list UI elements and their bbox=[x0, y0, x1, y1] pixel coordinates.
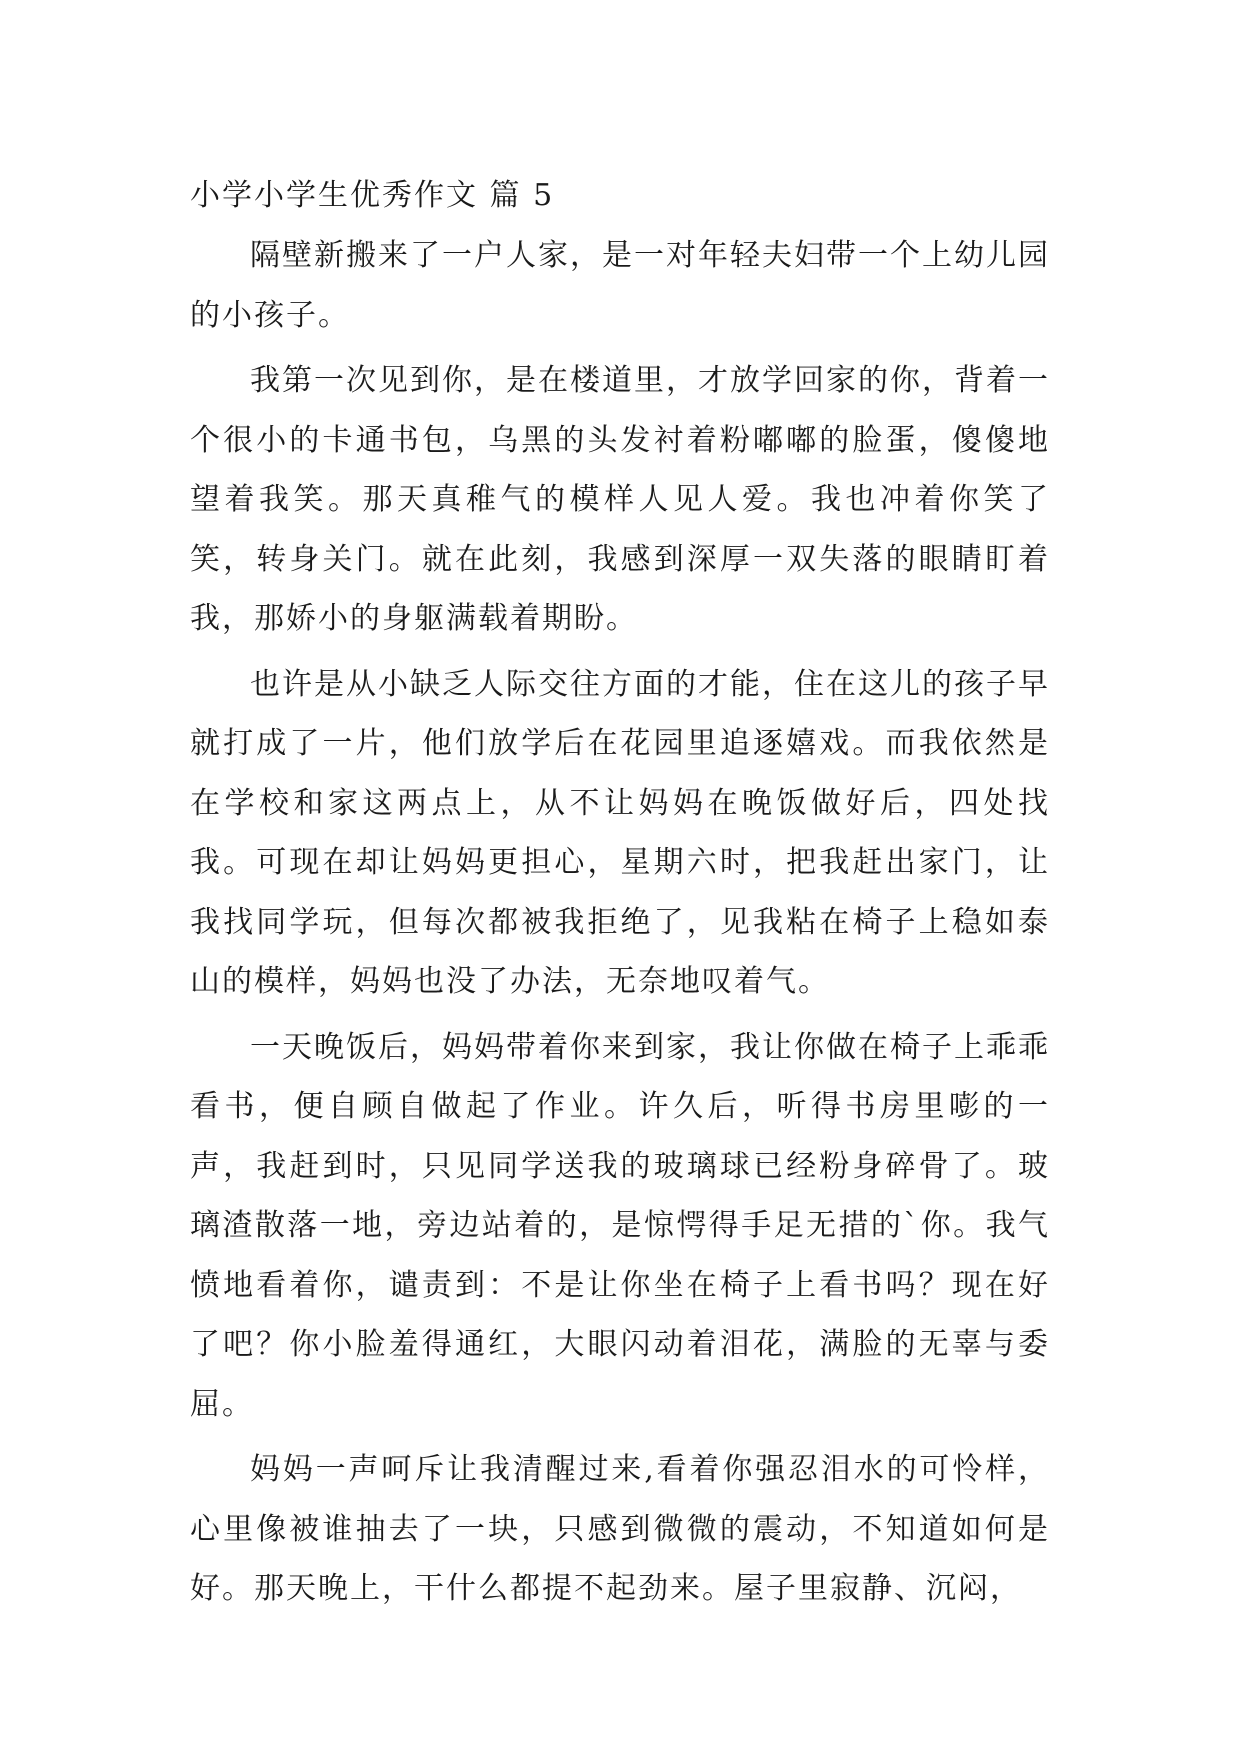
paragraph-3: 也许是从小缺乏人际交往方面的才能，住在这儿的孩子早就打成了一片，他们放学后在花园里追逐嬉戏。而我依然是在学校和家这两点上，从不让妈妈在晚饭做好后，四处找我。可现在却让妈妈更担心，星期六时，把我赶出家门，让我找同学玩，但每次都被我拒绝了，见我粘在椅子上稳如泰山的模样，妈妈也没了办法，无奈地叹着气。 bbox=[190, 666, 1050, 999]
paragraph-5: 妈妈一声呵斥让我清醒过来,看着你强忍泪水的可怜样，心里像被谁抽去了一块，只感到微微的震动，不知道如何是好。那天晚上，干什么都提不起劲来。屋子里寂静、沉闷， bbox=[190, 1452, 1050, 1606]
paragraph-1: 隔壁新搬来了一户人家，是一对年轻夫妇带一个上幼儿园的小孩子。 bbox=[190, 238, 1050, 333]
document-body bbox=[190, 166, 1050, 1625]
essay-title: 小学小学生优秀作文 篇 5 bbox=[190, 178, 555, 213]
paragraph-2: 我第一次见到你，是在楼道里，才放学回家的你，背着一个很小的卡通书包，乌黑的头发衬着粉嘟嘟的脸蛋，傻傻地望着我笑。那天真稚气的模样人见人爱。我也冲着你笑了笑，转身关门。就在此刻，我感到深厚一双失落的眼睛盯着我，那娇小的身躯满载着期盼。 bbox=[190, 363, 1050, 636]
paragraph-4: 一天晚饭后，妈妈带着你来到家，我让你做在椅子上乖乖看书，便自顾自做起了作业。许久后，听得书房里嘭的一声，我赶到时，只见同学送我的玻璃球已经粉身碎骨了。玻璃渣散落一地，旁边站着的，是惊愕得手足无措的`你。我气愤地看着你，谴责到：不是让你坐在椅子上看书吗？现在好了吧？你小脸羞得通红，大眼闪动着泪花，满脸的无辜与委屈。 bbox=[190, 1029, 1050, 1422]
